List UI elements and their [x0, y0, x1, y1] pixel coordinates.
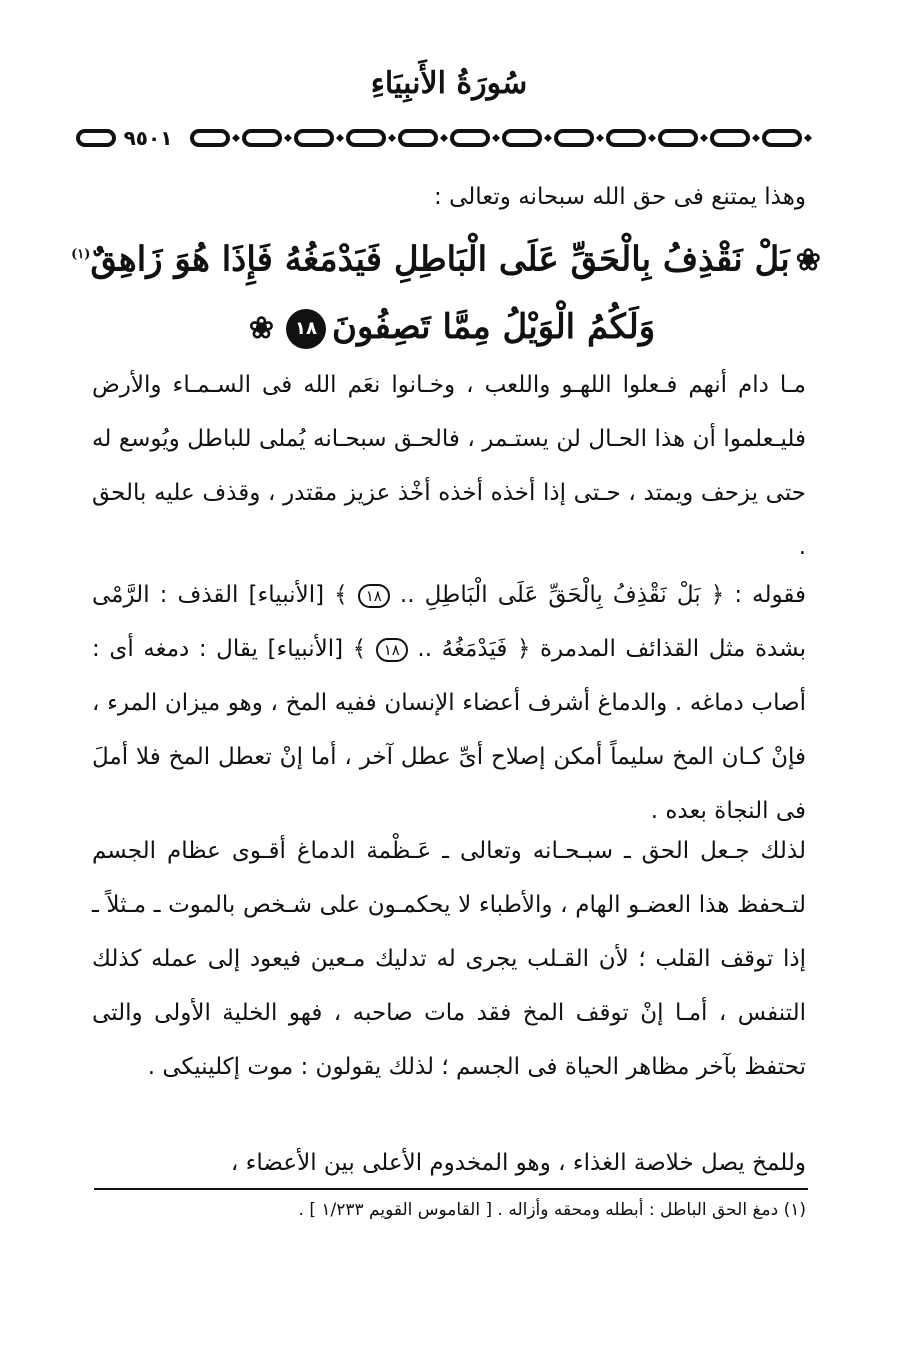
verse-line-2 — [0, 294, 898, 362]
footnote: (١) دمغ الحق الباطل : أبطله ومحقه وأزاله . [ القاموس القويم ١/٢٣٣ ] . — [298, 1200, 806, 1220]
ornamental-header-rule — [76, 124, 834, 152]
paragraph-1-text: مـا دام أنهم فـعلوا اللهـو واللعب ، وخـانوا نعَم الله فى السـمـاء والأرض فليـعلموا أن هذا الحـال لن يستـمر ، فالحـق سبحـانه يُملى للباطل ويُوسع له حتى يزحف ويمتد ، حـتى إذا أخذه أخذه أخْذ عزيز مقتدر ، وقذف عليه بالحق . — [92, 372, 806, 560]
verse-footnote-marker: (١) — [71, 247, 91, 262]
paragraph-1 — [92, 358, 806, 574]
intro-line: وهذا يمتنع فى حق الله سبحانه وتعالى : — [434, 184, 806, 210]
paragraph-2-part-b: ﴾ [الأنبياء] القذف : الرَّمْى بشدة مثل القذائف المدمرة ﴿ فَيَدْمَغُهُ .. — [92, 582, 806, 662]
verse-text-line-1: بَلْ نَقْذِفُ بِالْحَقِّ عَلَى الْبَاطِلِ فَيَدْمَغُهُ فَإِذَا هُوَ زَاهِقٌ — [90, 239, 790, 280]
paragraph-4 — [92, 1136, 806, 1190]
verse-ref-number-2: ١٨ — [376, 638, 408, 662]
paragraph-3 — [92, 824, 806, 1094]
paragraph-2-part-a: فقوله : ﴿ بَلْ نَقْذِفُ بِالْحَقِّ عَلَى الْبَاطِلِ .. — [389, 582, 807, 608]
page-number: ٩٥٠١ — [118, 124, 178, 152]
verse-text-line-2: وَلَكُمُ الْوَيْلُ مِمَّا تَصِفُونَ — [331, 307, 656, 348]
quran-verse — [0, 222, 898, 362]
verse-close-ornament: ❀ — [248, 311, 274, 347]
verse-line-1 — [0, 222, 898, 294]
verse-open-ornament: ❀ — [795, 243, 821, 279]
paragraph-2 — [92, 568, 806, 838]
footnote-divider — [94, 1188, 808, 1190]
ayah-number-medallion: ١٨ — [286, 309, 326, 349]
paragraph-2-part-c: ﴾ [الأنبياء] يقال : دمغه أى : أصاب دماغه . والدماغ أشرف أعضاء الإنسان ففيه المخ ، وهو ميزان المرء ، فإنْ كـان المخ سليماً أمكن إصلاح أىِّ عطل آخر ، أما إنْ تعطل المخ فلا أملَ فى النجاة بعده . — [92, 636, 806, 824]
paragraph-3-text: لذلك جـعل الحق ـ سبـحـانه وتعالى ـ عَـظْمة الدماغ أقـوى عظام الجسم لتـحفظ هذا العضـو الهام ، والأطباء لا يحكمـون على شـخص بالموت ـ مـثلاً ـ إذا توقف القلب ؛ لأن القـلب يجرى له تدليك مـعين فيعود إلى عمله كذلك التنفس ، أمـا إنْ توقف المخ فقد مات صاحبه ، فهو الخلية الأولى والتى تحتفظ بآخر مظاهر الحياة فى الجسم ؛ لذلك يقولون : موت إكلينيكى . — [92, 838, 806, 1080]
paragraph-4-text: وللمخ يصل خلاصة الغذاء ، وهو المخدوم الأعلى بين الأعضاء ، — [230, 1150, 806, 1176]
verse-ref-number-1: ١٨ — [358, 584, 390, 608]
surah-title: سُورَةُ الأَنبِيَاءِ — [370, 66, 528, 101]
